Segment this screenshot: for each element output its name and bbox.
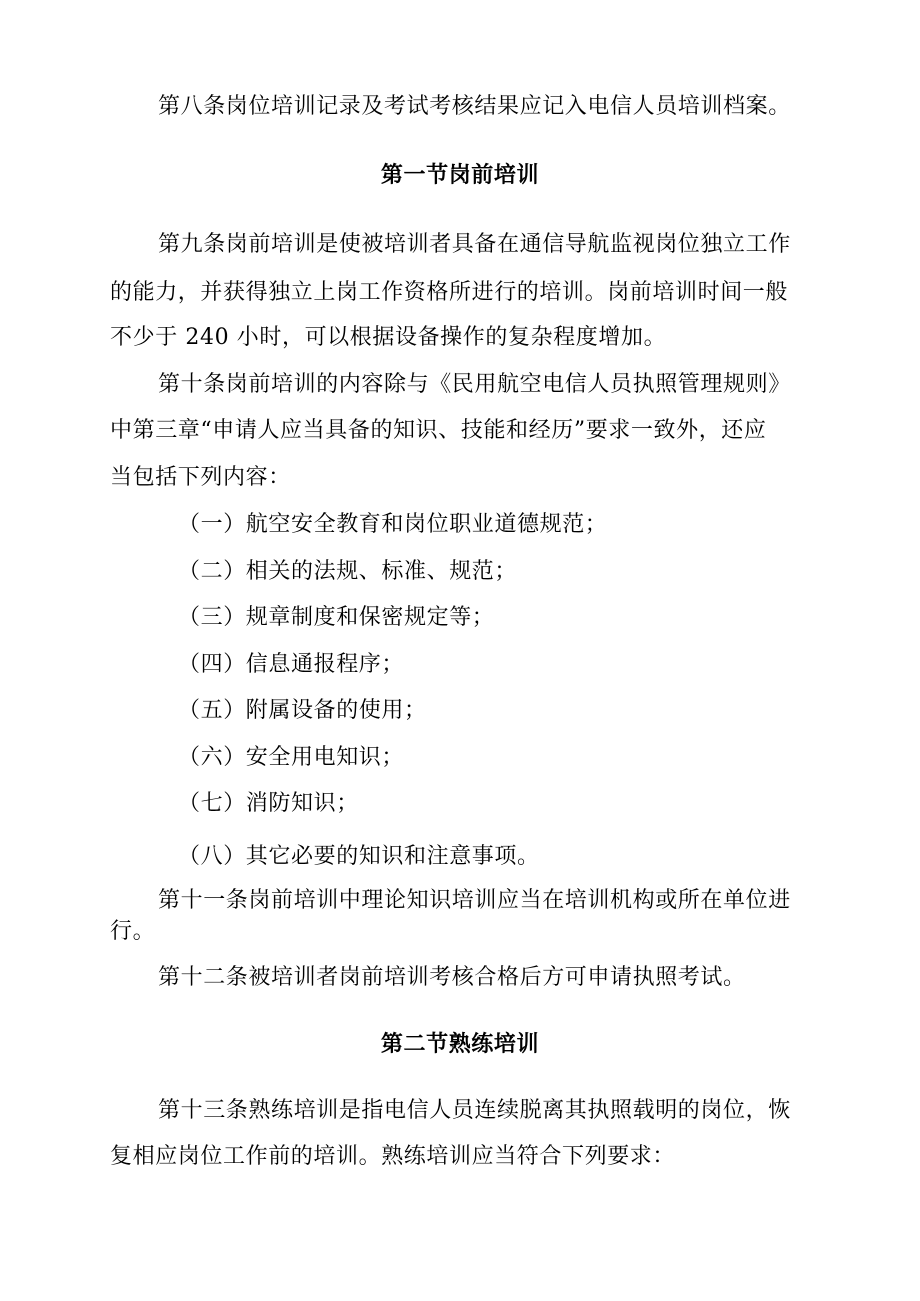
list-item: （八）其它必要的知识和注意事项。 <box>178 844 540 869</box>
article-13-line-2: 复相应岗位工作前的培训。熟练培训应当符合下列要求： <box>110 1144 676 1169</box>
list-item: （三）规章制度和保密规定等； <box>178 605 495 630</box>
section-1-heading: 第一节岗前培训 <box>380 163 540 188</box>
list-item: （四）信息通报程序； <box>178 652 405 677</box>
article-10-line-3: 当包括下列内容： <box>110 465 291 490</box>
article-13-line-1: 第十三条熟练培训是指电信人员连续脱离其执照载明的岗位，恢 <box>158 1098 791 1123</box>
article-11-line-2: 行。 <box>110 919 156 944</box>
article-9-line-2: 的能力，并获得独立上岗工作资格所进行的培训。岗前培训时间一般 <box>110 280 789 305</box>
article-10-line-2: 中第三章“申请人应当具备的知识、技能和经历”要求一致外，还应 <box>110 418 767 443</box>
list-item: （二）相关的法规、标准、规范； <box>178 559 518 584</box>
article-8: 第八条岗位培训记录及考试考核结果应记入电信人员培训档案。 <box>158 94 791 119</box>
article-9-line-3: 不少于 240 小时，可以根据设备操作的复杂程度增加。 <box>110 325 667 350</box>
section-2-heading: 第二节熟练培训 <box>380 1032 540 1057</box>
article-11-line-1: 第十一条岗前培训中理论知识培训应当在培训机构或所在单位进 <box>158 888 791 913</box>
list-item: （六）安全用电知识； <box>178 745 405 770</box>
list-item: （一）航空安全教育和岗位职业道德规范； <box>178 512 608 537</box>
article-9-line-1: 第九条岗前培训是使被培训者具备在通信导航监视岗位独立工作 <box>158 232 791 257</box>
article-10-line-1: 第十条岗前培训的内容除与《民用航空电信人员执照管理规则》 <box>158 372 791 397</box>
article-12: 第十二条被培训者岗前培训考核合格后方可申请执照考试。 <box>158 965 746 990</box>
list-item: （五）附属设备的使用； <box>178 698 427 723</box>
list-item: （七）消防知识； <box>178 791 359 816</box>
